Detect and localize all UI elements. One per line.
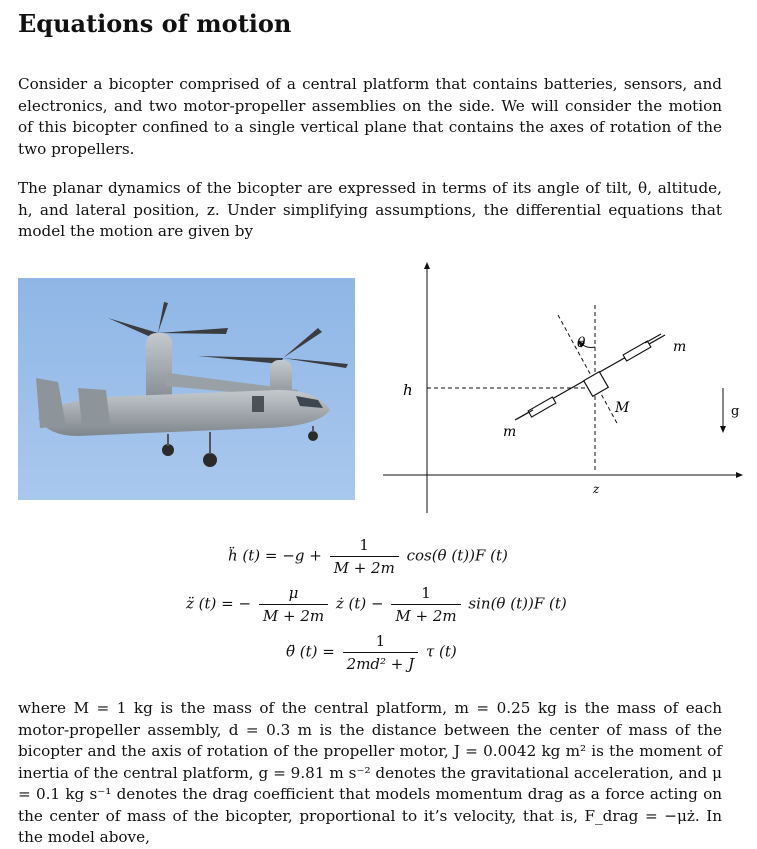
eq1-lhs: ḧ (t) = −g + [228, 546, 322, 565]
paragraph-intro: Consider a bicopter comprised of a central platform that contains batteries, sensors, and electronics, and two motor-propeller assemblies on the side. We will consider the motion of this bicopter confined to a single vertical plane that contains the axes of rotation of the two propellers. [18, 75, 722, 158]
eq1-fraction [330, 536, 399, 577]
equation-tilt [286, 632, 457, 673]
eq2-denominator-drag: M + 2m [259, 604, 328, 625]
label-M: M [615, 400, 630, 416]
eq2-denominator-thrust: M + 2m [391, 604, 460, 625]
paragraph-parameters: where M = 1 kg is the mass of the central platform, m = 0.25 kg is the mass of each motor-propeller assembly, d = 0.3 m is the distance between the center of mass of the bicopter and the axis of rotation of the propeller motor, J = 0.0042 kg m² is the moment of inertia of the central platform, g = 9.81 m s⁻² denotes the gravitational acceleration, and μ = 0.1 kg s⁻¹ denotes the drag coefficient that models momentum drag as a force acting on the center of mass of the bicopter, proportional to it’s velocity, that is, F_drag = −μż. In the model above, [18, 699, 722, 846]
eq3-rhs: τ (t) [425, 642, 457, 661]
label-m-top: m [673, 339, 687, 355]
eq2-numerator-thrust: 1 [421, 584, 431, 602]
equation-altitude [228, 536, 508, 577]
aircraft-photo [18, 278, 355, 500]
eq3-fraction [343, 632, 419, 673]
eq2-rhs: sin(θ (t))F (t) [468, 594, 567, 613]
eq3-numerator: 1 [375, 632, 386, 650]
eq3-denominator: 2md² + J [343, 652, 419, 673]
section-title: Equations of motion [18, 9, 292, 38]
eq1-rhs: cos(θ (t))F (t) [406, 546, 508, 565]
eq2-lhs: z̈ (t) = − [186, 594, 252, 613]
eq2-fraction-thrust [391, 584, 460, 625]
label-z: z [593, 482, 600, 496]
eq3-lhs: θ̈ (t) = [286, 642, 335, 661]
eq1-numerator: 1 [359, 536, 369, 554]
label-g: g [731, 404, 740, 419]
paragraph-dynamics: The planar dynamics of the bicopter are expressed in terms of its angle of tilt, θ, altitude, h, and lateral position, z. Under simplifying assumptions, the differential equations that model the motion are given by [18, 179, 722, 240]
eq2-fraction-drag [259, 584, 328, 625]
bicopter-diagram [375, 255, 750, 520]
label-h: h [403, 381, 413, 399]
label-m-bottom: m [503, 424, 517, 440]
equation-lateral [186, 584, 567, 625]
eq2-mid: ż (t) − [335, 594, 384, 613]
eq2-numerator-drag: μ [288, 584, 299, 602]
eq1-denominator: M + 2m [330, 556, 399, 577]
label-theta: θ [577, 335, 586, 351]
